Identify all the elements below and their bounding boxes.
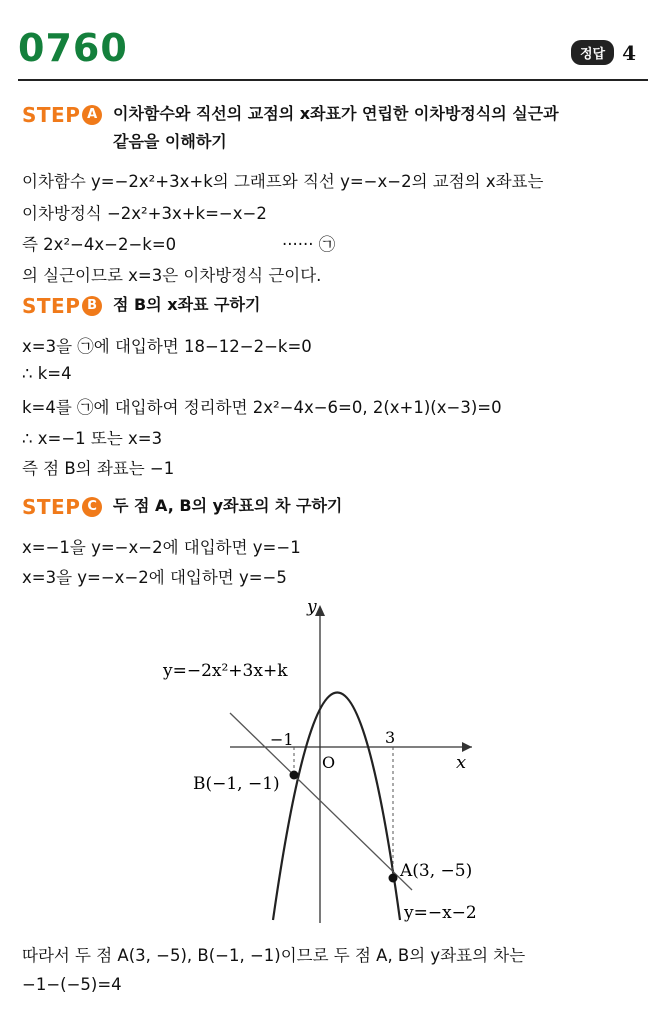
step-a-letter: A bbox=[82, 105, 102, 125]
step-c-label bbox=[22, 495, 102, 519]
step-c-letter: C bbox=[82, 497, 102, 517]
step-b-label bbox=[22, 294, 102, 318]
equation-marker: ······ ㉠ bbox=[282, 235, 336, 254]
answer-value: 4 bbox=[622, 40, 636, 65]
step-a-title-1: 이차함수와 직선의 교점의 x좌표가 연립한 이차방정식의 실근과 bbox=[113, 104, 559, 123]
conclusion-line-2: −1−(−5)=4 bbox=[22, 975, 122, 994]
point-B-label: B(−1, −1) bbox=[193, 774, 280, 794]
function-graph bbox=[0, 585, 666, 930]
step-a-line-2: 이차방정식 −2x²+3x+k=−x−2 bbox=[22, 204, 267, 223]
step-a-title-2: 같음을 이해하기 bbox=[113, 132, 227, 151]
step-b-line-4: ∴ x=−1 또는 x=3 bbox=[22, 429, 163, 448]
step-c-title: 두 점 A, B의 y좌표의 차 구하기 bbox=[113, 496, 343, 515]
step-a-line-1: 이차함수 y=−2x²+3x+k의 그래프와 직선 y=−x−2의 교점의 x좌표는 bbox=[22, 172, 544, 191]
step-a-label bbox=[22, 103, 102, 127]
step-b-line-3: k=4를 ㉠에 대입하여 정리하면 2x²−4x−6=0, 2(x+1)(x−3)=0 bbox=[22, 398, 502, 417]
tick-label-neg1: −1 bbox=[270, 730, 294, 749]
y-axis-label: y bbox=[307, 597, 317, 617]
tick-label-3: 3 bbox=[385, 728, 396, 747]
step-b-line-1: x=3을 ㉠에 대입하면 18−12−2−k=0 bbox=[22, 337, 312, 356]
step-b-text: STEP bbox=[22, 294, 81, 318]
answer-badge: 정답 bbox=[571, 40, 614, 65]
step-c-line-2: x=3을 y=−x−2에 대입하면 y=−5 bbox=[22, 568, 287, 587]
header-divider bbox=[18, 79, 648, 81]
x-axis-label: x bbox=[456, 752, 467, 773]
parabola-curve bbox=[273, 693, 400, 921]
step-a-text: STEP bbox=[22, 103, 81, 127]
step-c-text: STEP bbox=[22, 495, 81, 519]
point-A bbox=[389, 874, 398, 883]
step-b-letter: B bbox=[82, 296, 102, 316]
conclusion-line-1: 따라서 두 점 A(3, −5), B(−1, −1)이므로 두 점 A, B의 y좌표의 차는 bbox=[22, 946, 526, 965]
line-label: y=−x−2 bbox=[404, 903, 477, 923]
point-B bbox=[290, 771, 299, 780]
step-a-line-3: 즉 2x²−4x−2−k=0 bbox=[22, 235, 177, 254]
step-b-title: 점 B의 x좌표 구하기 bbox=[113, 295, 261, 314]
step-b-line-2: ∴ k=4 bbox=[22, 364, 72, 383]
point-A-label: A(3, −5) bbox=[400, 861, 473, 881]
step-c-line-1: x=−1을 y=−x−2에 대입하면 y=−1 bbox=[22, 538, 301, 557]
origin-label: O bbox=[322, 753, 336, 772]
answer-box bbox=[571, 40, 636, 65]
x-axis-arrow bbox=[462, 742, 472, 752]
step-b-line-5: 즉 점 B의 좌표는 −1 bbox=[22, 459, 175, 478]
curve-label: y=−2x²+3x+k bbox=[163, 661, 288, 681]
step-a-line-4: 의 실근이므로 x=3은 이차방정식 근이다. bbox=[22, 266, 322, 285]
problem-number: 0760 bbox=[18, 26, 128, 70]
